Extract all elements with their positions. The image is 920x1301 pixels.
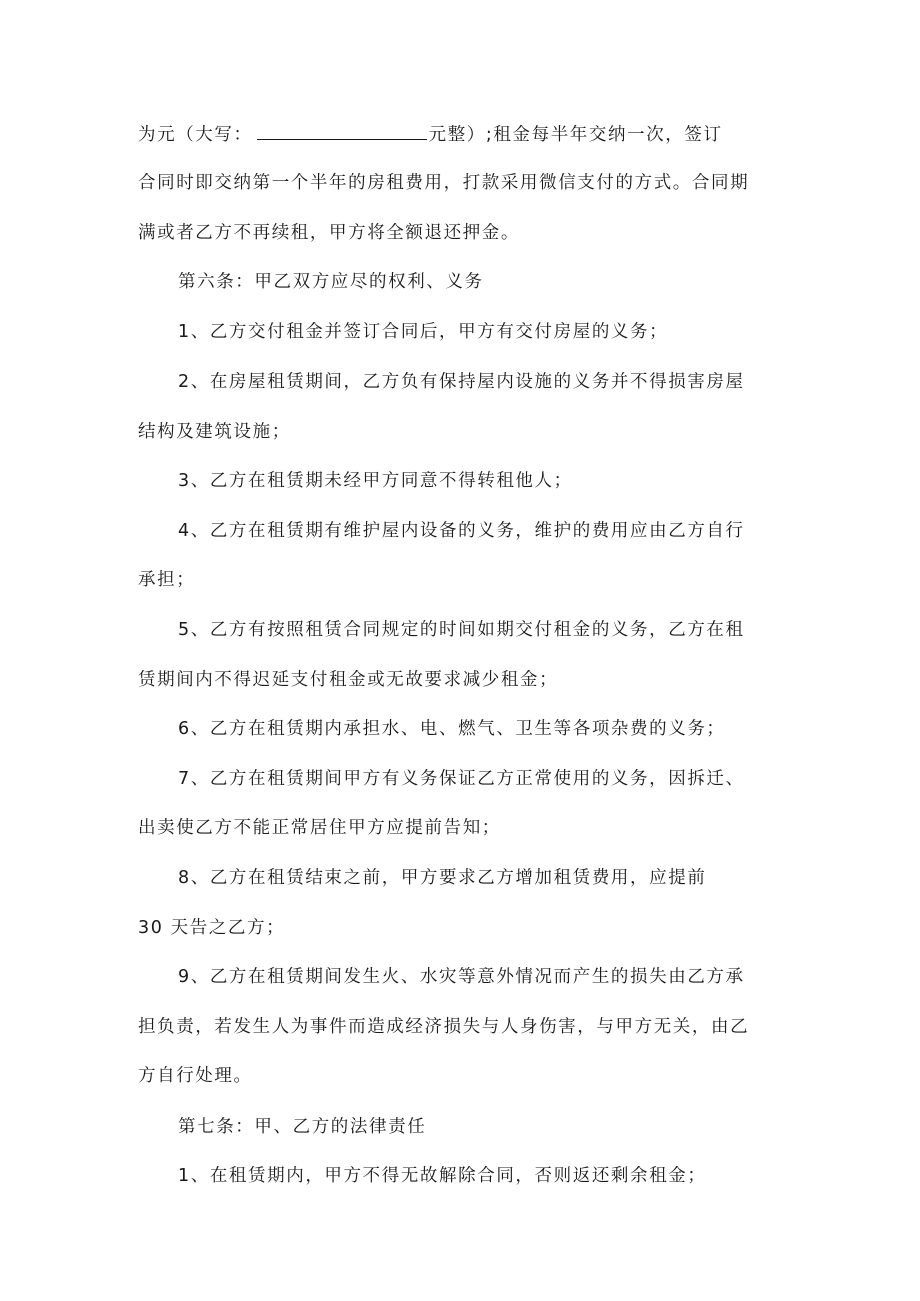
rent-paragraph-line-3: 满或者乙方不再续租，甲方将全额退还押金。	[138, 223, 520, 243]
article-6-item-7-line-1: 7、乙方在租赁期间甲方有义务保证乙方正常使用的义务，因拆迁、	[178, 769, 745, 789]
article-6-item-6: 6、乙方在租赁期内承担水、电、燃气、卫生等各项杂费的义务；	[178, 719, 726, 739]
article-6-item-4-line-1: 4、乙方在租赁期有维护屋内设备的义务，维护的费用应由乙方自行	[178, 521, 745, 541]
article-7-heading: 第七条：甲、乙方的法律责任	[178, 1117, 427, 1137]
article-6-item-2-line-1: 2、在房屋租赁期间，乙方负有保持屋内设施的义务并不得损害房屋	[178, 372, 745, 392]
article-6-item-9-line-2: 担负责，若发生人为事件而造成经济损失与人身伤害，与甲方无关，由乙	[138, 1017, 750, 1037]
article-6-item-5-line-1: 5、乙方有按照租赁合同规定的时间如期交付租金的义务，乙方在租	[178, 620, 745, 640]
article-6-item-2-line-2: 结构及建筑设施；	[138, 422, 291, 442]
article-6-item-9-line-3: 方自行处理。	[138, 1066, 253, 1086]
article-6-item-5-line-2: 赁期间内不得迟延支付租金或无故要求减少租金；	[138, 670, 559, 690]
article-6-item-3: 3、乙方在租赁期未经甲方同意不得转租他人；	[178, 471, 573, 491]
article-6-heading: 第六条：甲乙双方应尽的权利、义务	[178, 272, 484, 292]
article-6-item-7-line-2: 出卖使乙方不能正常居住甲方应提前告知；	[138, 818, 501, 838]
rent-amount-suffix: 元整）;租金每半年交纳一次，签订	[428, 125, 723, 145]
article-7-item-1: 1、在租赁期内，甲方不得无故解除合同，否则返还剩余租金；	[178, 1166, 707, 1186]
rent-paragraph-line-1	[138, 121, 723, 147]
article-6-item-1: 1、乙方交付租金并签订合同后，甲方有交付房屋的义务；	[178, 322, 669, 342]
amount-blank-underline	[257, 121, 427, 140]
article-6-item-9-line-1: 9、乙方在租赁期间发生火、水灾等意外情况而产生的损失由乙方承	[178, 967, 745, 987]
rent-amount-prefix: 为元（大写：	[138, 125, 253, 145]
article-6-item-8-line-1: 8、乙方在租赁结束之前，甲方要求乙方增加租赁费用，应提前	[178, 868, 707, 888]
article-6-item-8-line-2: 30 天告之乙方；	[138, 918, 286, 938]
rent-paragraph-line-2: 合同时即交纳第一个半年的房租费用，打款采用微信支付的方式。合同期	[138, 173, 750, 193]
article-6-item-4-line-2: 承担；	[138, 570, 196, 590]
